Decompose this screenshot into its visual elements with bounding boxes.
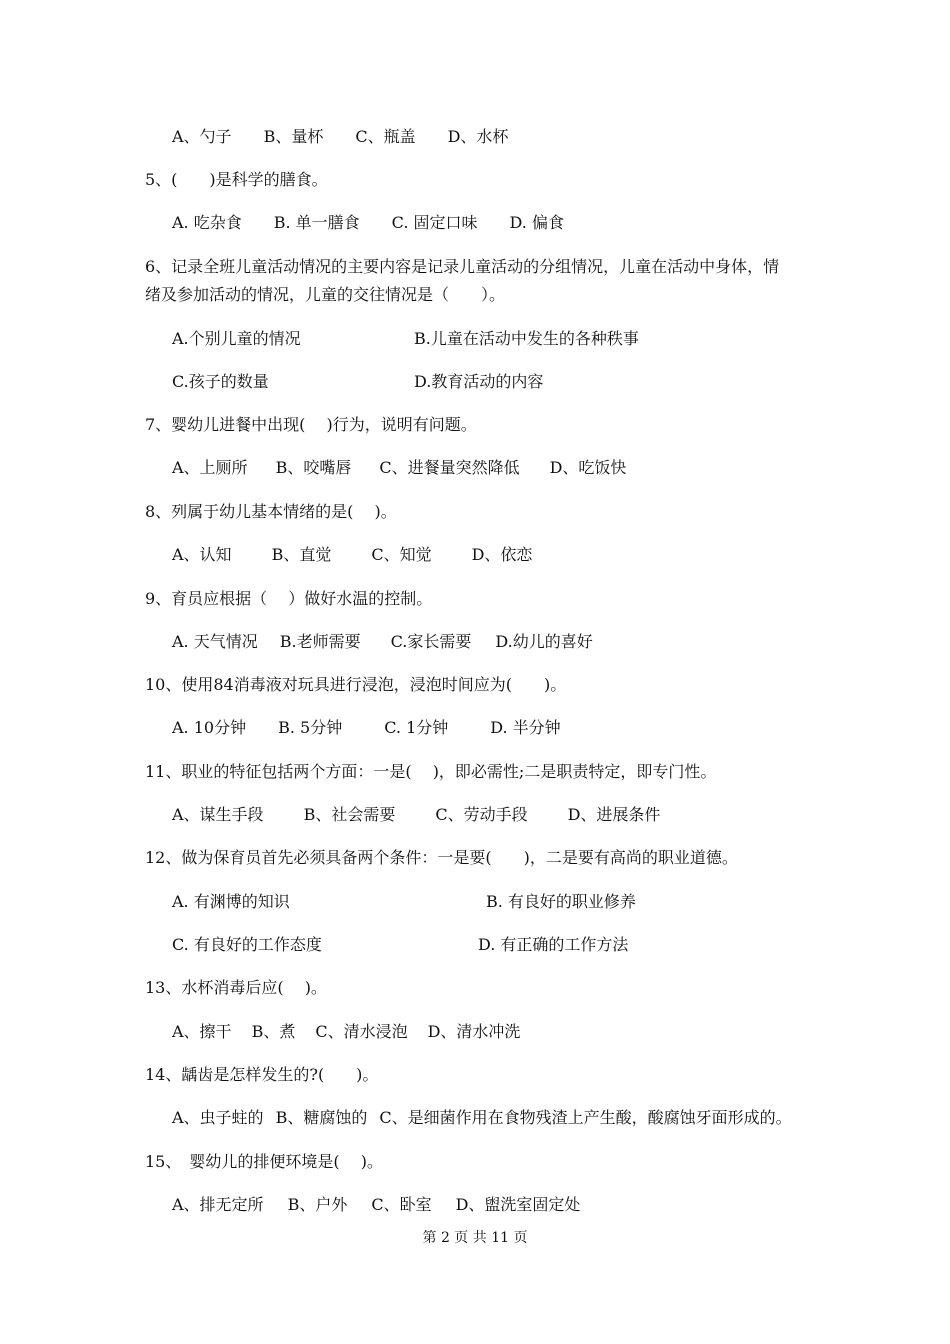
q13-option-a: A、擦干 (172, 1022, 232, 1041)
q9-option-b: B.老师需要 (279, 632, 361, 651)
q7-option-c: C、进餐量突然降低 (379, 458, 520, 477)
q12-option-c: C. 有良好的工作态度 (172, 935, 322, 954)
q10-option-d: D. 半分钟 (490, 718, 561, 737)
q5-option-a: A. 吃杂食 (172, 213, 242, 232)
q9-option-c: C.家长需要 (390, 632, 472, 651)
q9-option-d: D.幼儿的喜好 (495, 632, 593, 651)
page-number: 第 2 页 共 11 页 (422, 1230, 528, 1246)
q5-option-d: D. 偏食 (509, 213, 564, 232)
q11-option-c: C、劳动手段 (435, 805, 528, 824)
q12-stem: 12、做为保育员首先必须具备两个条件：一是要( )，二是要有高尚的职业道德。 (145, 848, 738, 867)
q10-option-c: C. 1分钟 (384, 718, 449, 737)
q7-option-d: D、吃饭快 (549, 458, 627, 477)
q13-options (172, 1021, 520, 1043)
q15-option-a: A、排无定所 (172, 1195, 264, 1214)
q14-options (172, 1107, 792, 1129)
q13-option-b: B、煮 (251, 1022, 296, 1041)
q11-stem: 11、职业的特征包括两个方面：一是( )，即必需性;二是职责特定，即专门性。 (145, 762, 717, 781)
q15-option-c: C、卧室 (371, 1195, 432, 1214)
q14-option-a: A、虫子蛀的 (172, 1108, 264, 1127)
q5-option-b: B. 单一膳食 (273, 213, 360, 232)
q15-options (172, 1194, 580, 1216)
q12-option-b: B. 有良好的职业修养 (486, 892, 636, 911)
q5-options (172, 212, 564, 234)
q6-stem-line2: 绪及参加活动的情况，儿童的交往情况是（ ）。 (145, 285, 506, 304)
q15-option-d: D、盥洗室固定处 (455, 1195, 581, 1214)
q13-stem: 13、水杯消毒后应( )。 (145, 978, 327, 997)
q14-stem: 14、龋齿是怎样发生的?( )。 (145, 1065, 379, 1084)
q10-options (172, 717, 561, 739)
q9-stem: 9、育员应根据（ ）做好水温的控制。 (145, 589, 433, 608)
q4-option-a: A、勺子 (172, 127, 232, 146)
q10-stem: 10、使用84消毒液对玩具进行浸泡，浸泡时间应为( )。 (145, 675, 567, 694)
q6-stem-line1: 6、记录全班儿童活动情况的主要内容是记录儿童活动的分组情况，儿童在活动中身体，情 (145, 257, 780, 276)
q14-option-c: C、是细菌作用在食物残渣上产生酸，酸腐蚀牙面形成的。 (379, 1108, 792, 1127)
q9-option-a: A. 天气情况 (172, 632, 258, 651)
q4-options (172, 126, 508, 148)
q6-option-a: A.个别儿童的情况 (172, 329, 301, 348)
q7-option-a: A、上厕所 (172, 458, 248, 477)
q6-option-d: D.教育活动的内容 (414, 372, 544, 391)
q12-option-a: A. 有渊博的知识 (172, 892, 290, 911)
q8-option-b: B、直觉 (271, 545, 332, 564)
q5-stem: 5、( )是科学的膳食。 (145, 170, 328, 189)
q8-option-a: A、认知 (172, 545, 232, 564)
q12-option-d: D. 有正确的工作方法 (478, 935, 629, 954)
q15-stem: 15、 婴幼儿的排便环境是( )。 (145, 1152, 383, 1171)
q11-options (172, 804, 660, 826)
q8-option-c: C、知觉 (371, 545, 432, 564)
q4-option-c: C、瓶盖 (355, 127, 416, 146)
q13-option-d: D、清水冲洗 (427, 1022, 521, 1041)
q8-options (172, 544, 532, 566)
q7-options (172, 457, 626, 479)
q14-option-b: B、糖腐蚀的 (275, 1108, 368, 1127)
q7-option-b: B、咬嘴唇 (275, 458, 352, 477)
q7-stem: 7、婴幼儿进餐中出现( )行为，说明有问题。 (145, 415, 477, 434)
q8-stem: 8、列属于幼儿基本情绪的是( )。 (145, 502, 397, 521)
q4-option-d: D、水杯 (447, 127, 509, 146)
q15-option-b: B、户外 (287, 1195, 348, 1214)
q11-option-b: B、社会需要 (303, 805, 396, 824)
q8-option-d: D、依恋 (471, 545, 533, 564)
q4-option-b: B、量杯 (263, 127, 324, 146)
q11-option-a: A、谋生手段 (172, 805, 264, 824)
q11-option-d: D、进展条件 (567, 805, 661, 824)
q13-option-c: C、清水浸泡 (315, 1022, 408, 1041)
q6-option-c: C.孩子的数量 (172, 372, 269, 391)
q6-option-b: B.儿童在活动中发生的各种秩事 (414, 329, 639, 348)
q9-options (172, 631, 593, 653)
q10-option-a: A. 10分钟 (172, 718, 247, 737)
q10-option-b: B. 5分钟 (278, 718, 343, 737)
q5-option-c: C. 固定口味 (391, 213, 478, 232)
